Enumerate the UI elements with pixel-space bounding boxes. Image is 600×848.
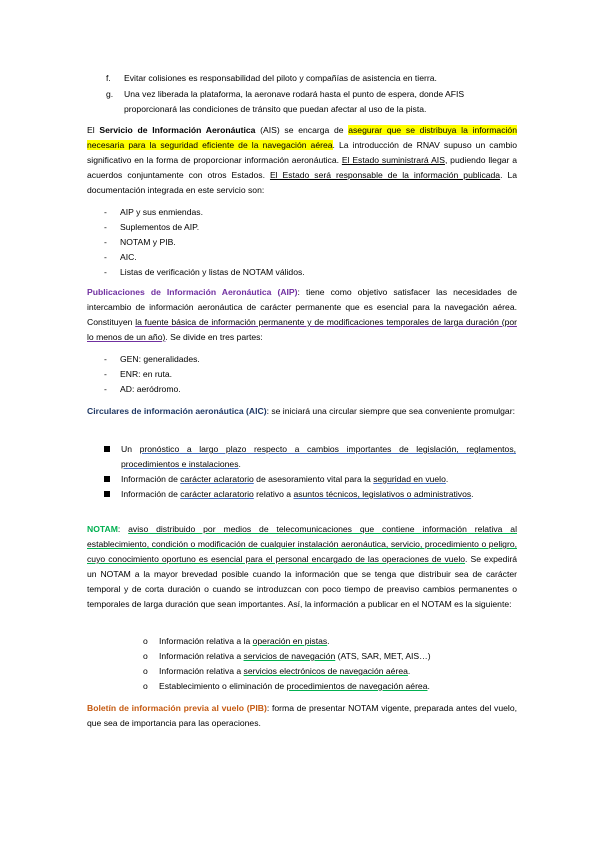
ais-item: [104, 265, 504, 280]
pib-term: Boletín de información previa al vuelo (PIB): [87, 703, 267, 713]
dash-bullet: -: [104, 252, 107, 262]
text-run: de asesoramiento vital para la: [253, 474, 374, 484]
item-text: AD: aeródromo.: [120, 384, 181, 394]
item-text: Listas de verificación y listas de NOTAM válidos.: [120, 267, 305, 277]
dash-bullet: -: [104, 237, 107, 247]
text-run: : forma de presentar NOTAM vigente, preparada antes del vuelo, que sea de importancia para las operaciones.: [87, 703, 517, 728]
underlined-text: operación en pistas: [252, 636, 328, 646]
text-run: Un: [121, 444, 140, 454]
dash-bullet: -: [104, 207, 107, 217]
ais-item: [104, 205, 504, 220]
text-run: .: [445, 474, 449, 484]
item-text: Suplementos de AIP.: [120, 222, 200, 232]
list-item-g: [106, 87, 516, 117]
underlined-text: pronóstico a largo plazo respecto a cambios importantes de legislación, reglamentos, procedimientos e instalaciones: [121, 444, 517, 469]
notam-item: [143, 634, 523, 649]
text-run: Información relativa a: [159, 666, 244, 676]
underlined-text: carácter aclaratorio: [180, 489, 254, 499]
aic-item: [104, 472, 516, 487]
highlighted-text: asegurar que se distribuya la información necesaria para la seguridad eficiente de la navegación aérea: [87, 125, 517, 150]
underlined-text: asuntos técnicos, legislativos o administrativos: [293, 489, 472, 499]
notam-item: [143, 649, 523, 664]
text-run: .: [427, 681, 430, 691]
text-run: .: [471, 489, 474, 499]
underlined-text: El Estado será responsable de la información publicada: [269, 170, 501, 180]
ais-item: [104, 250, 504, 265]
underlined-text: procedimientos de navegación aérea: [286, 681, 428, 691]
circle-bullet: o: [143, 666, 148, 676]
item-text: [159, 664, 523, 679]
underlined-text: seguridad en vuelo: [373, 474, 446, 484]
item-text: [159, 649, 523, 664]
item-text: NOTAM y PIB.: [120, 237, 176, 247]
text-run: :: [117, 524, 129, 534]
notam-term: NOTAM: [87, 524, 118, 534]
aic-item: [104, 442, 516, 472]
square-bullet: [104, 476, 110, 482]
circle-bullet: o: [143, 681, 148, 691]
text-run: . Se divide en tres partes:: [165, 332, 263, 342]
aip-item: [104, 352, 504, 367]
list-text: Una vez liberada la plataforma, la aeronave rodará hasta el punto de espera, donde AFIS proporcionará las condiciones de tránsito que puedan afectar al uso de la pista.: [124, 89, 465, 114]
circle-bullet: o: [143, 651, 148, 661]
ais-item: [104, 220, 504, 235]
list-number: f.: [106, 73, 111, 83]
item-text: [159, 679, 523, 694]
square-bullet: [104, 446, 110, 452]
aip-item: [104, 367, 504, 382]
aic-paragraph: [87, 404, 517, 419]
item-text: AIC.: [120, 252, 137, 262]
underlined-text: servicios de navegación: [243, 651, 336, 661]
notam-paragraph: [87, 522, 517, 612]
underlined-text: aviso distribuido por medios de telecomunicaciones que contiene información relativa al establecimiento, condición o modificación de cualquier instalación aeronáutica, servicio, procedimiento o peligro, cuyo conocimiento oportuno es esencial para el personal encargado de las operaciones de vuelo: [87, 524, 517, 564]
text-run: Información de: [121, 489, 181, 499]
circle-bullet: o: [143, 636, 148, 646]
text-run: : tiene como objetivo satisfacer las necesidades de intercambio de información aeronáutica de carácter permanente que es esencial para la navegación aérea. Constituyen: [87, 287, 517, 327]
square-bullet: [104, 491, 110, 497]
item-text: [121, 487, 516, 502]
text-run: . La documentación integrada en este servicio son:: [87, 170, 518, 195]
notam-item: [143, 679, 523, 694]
text-run: .: [327, 636, 330, 646]
item-text: AIP y sus enmiendas.: [120, 207, 203, 217]
dash-bullet: -: [104, 267, 107, 277]
aip-item: [104, 382, 504, 397]
text-run: Información de: [121, 474, 181, 484]
dash-bullet: -: [104, 354, 107, 364]
text-run: . Se expedirá un NOTAM a la mayor brevedad posible cuando la información que se tenga que distribuir sea de carácter temporal y de corta duración o cuando se introduzcan con poco tiempo de preaviso cambios permanentes o temporales de larga duración que sean importantes. Así, la información a publicar en el NOTAM es la siguiente:: [87, 554, 518, 609]
list-number: g.: [106, 89, 114, 99]
underlined-text: servicios electrónicos de navegación aérea: [243, 666, 408, 676]
dash-bullet: -: [104, 222, 107, 232]
aip-term: Publicaciones de Información Aeronáutica (AIP): [87, 287, 298, 297]
notam-item: [143, 664, 523, 679]
aic-term: Circulares de información aeronáutica (AIC): [87, 406, 267, 416]
item-text: ENR: en ruta.: [120, 369, 173, 379]
text-run: , pudiendo llegar a acuerdos conjuntamente con otros Estados.: [87, 155, 517, 180]
text-run: relativo a: [253, 489, 294, 499]
text-run: .: [238, 459, 241, 469]
item-text: [159, 634, 523, 649]
dash-bullet: -: [104, 369, 107, 379]
aip-paragraph: [87, 285, 517, 345]
aic-item: [104, 487, 516, 502]
item-text: GEN: generalidades.: [120, 354, 200, 364]
text-run: (ATS, SAR, MET, AIS…): [335, 651, 431, 661]
list-text: Evitar colisiones es responsabilidad del piloto y compañías de asistencia en tierra.: [124, 73, 437, 83]
text-run: . La introducción de RNAV supuso un cambio significativo en la forma de proporcionar información aeronáutica.: [87, 140, 517, 165]
text-run: Establecimiento o eliminación de: [159, 681, 287, 691]
pib-paragraph: [87, 701, 517, 731]
text-run: : se iniciará una circular siempre que sea conveniente promulgar:: [266, 406, 515, 416]
ais-term: Servicio de Información Aeronáutica: [99, 125, 256, 135]
dash-bullet: -: [104, 384, 107, 394]
text-run: El: [87, 125, 100, 135]
list-item-f: [106, 71, 516, 86]
underlined-text: El Estado suministrará AIS: [341, 155, 445, 165]
text-run: Información relativa a: [159, 651, 244, 661]
text-run: .: [407, 666, 411, 676]
ais-paragraph: [87, 123, 517, 198]
text-run: (AIS) se encarga de: [255, 125, 349, 135]
underlined-text: carácter aclaratorio: [180, 474, 254, 484]
item-text: [121, 472, 516, 487]
ais-item: [104, 235, 504, 250]
item-text: [121, 442, 516, 472]
underlined-text: la fuente básica de información permanente y de modificaciones temporales de larga duración (por lo menos de un año): [87, 317, 517, 342]
text-run: Información relativa a la: [159, 636, 253, 646]
